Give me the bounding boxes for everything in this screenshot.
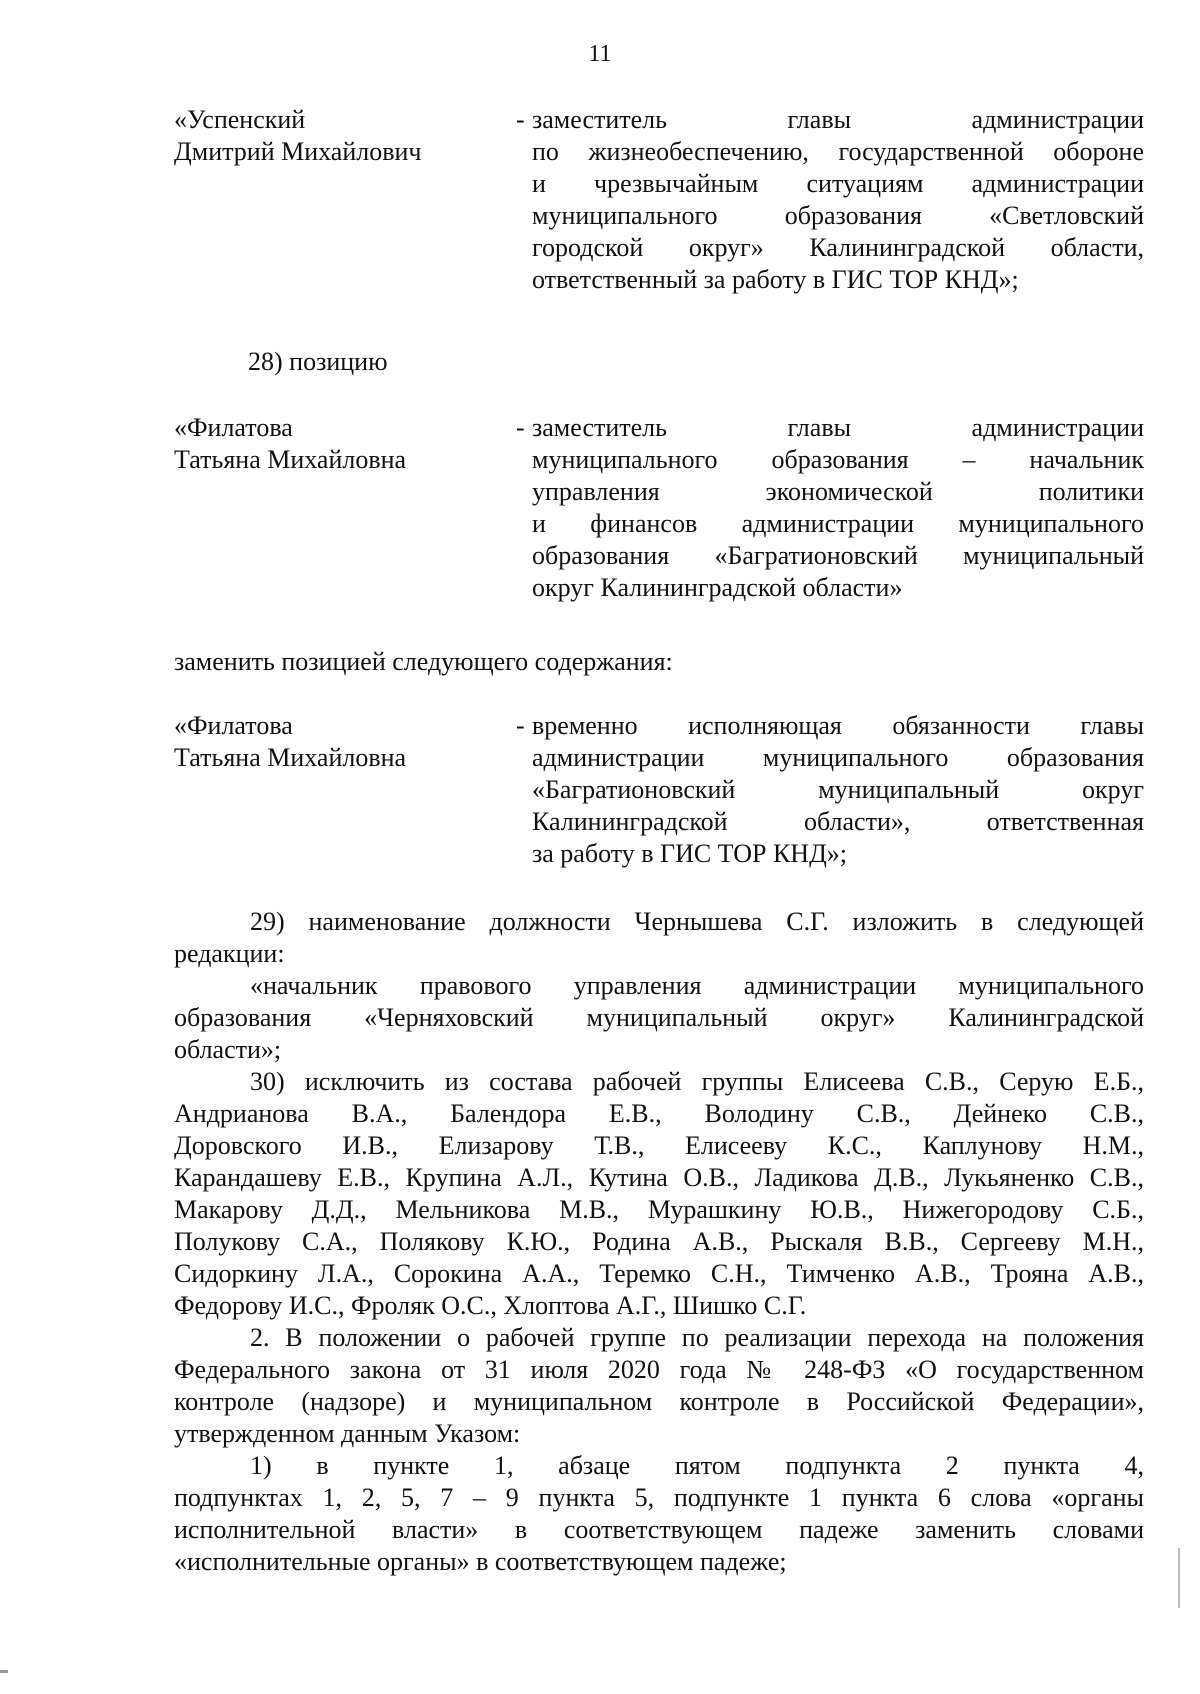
description-line: администрации муниципального образования: [532, 743, 1144, 772]
description-line: и финансов администрации муниципального: [532, 509, 1144, 538]
entry-description: [532, 104, 1144, 296]
paragraph-line: 29) наименование должности Чернышева С.Г. изложить в следующей: [250, 907, 1144, 936]
paragraph-line: «начальник правового управления администрации муниципального: [250, 971, 1144, 1000]
paragraph-line: 1) в пункте 1, абзаце пятом подпункта 2 пункта 4,: [250, 1451, 1144, 1480]
paragraph-line: «исполнительные органы» в соответствующем падеже;: [174, 1547, 787, 1576]
entry-name-line: Татьяна Михайловна: [174, 445, 407, 474]
paragraph-line: Полукову С.А., Полякову К.Ю., Родина А.В., Рыскаля В.В., Сергееву М.Н.,: [174, 1227, 1144, 1256]
entry-name-line: «Успенский: [174, 105, 306, 134]
paragraph-line: Доровского И.В., Елизарову Т.В., Елисееву К.С., Каплунову Н.М.,: [174, 1131, 1144, 1160]
paragraph-29-quote: [174, 970, 1144, 1066]
paragraph-line: 2. В положении о рабочей группе по реализации перехода на положения: [250, 1323, 1144, 1352]
paragraph-2-1: [174, 1450, 1144, 1578]
description-line: по жизнеобеспечению, государственной обороне: [532, 137, 1144, 166]
description-line: муниципального образования – начальник: [532, 445, 1144, 474]
paragraph-line: области»;: [174, 1035, 282, 1064]
entry-name-line: «Филатова: [174, 711, 293, 740]
paragraph-2: [174, 1322, 1144, 1450]
description-line: «Багратионовский муниципальный округ: [532, 775, 1144, 804]
paragraph-line: Федорову И.С., Фроляк О.С., Хлоптова А.Г., Шишко С.Г.: [174, 1291, 807, 1320]
paragraph-29: [174, 906, 1144, 970]
scan-mark: [0, 1670, 8, 1673]
paragraph-line: Макарову Д.Д., Мельникова М.В., Мурашкину Ю.В., Нижегородову С.Б.,: [174, 1195, 1144, 1224]
entry-description: [532, 412, 1144, 604]
entry-name: [174, 104, 504, 168]
paragraph-line: Федерального закона от 31 июля 2020 года № 248-ФЗ «О государственном: [174, 1355, 1144, 1384]
description-line: ответственный за работу в ГИС ТОР КНД»;: [532, 265, 1019, 294]
description-line: заместитель главы администрации: [532, 105, 1144, 134]
description-line: муниципального образования «Светловский: [532, 201, 1144, 230]
description-line: образования «Багратионовский муниципальный: [532, 541, 1144, 570]
paragraph-line: Андрианова В.А., Балендора Е.В., Володину С.В., Дейнеко С.В.,: [174, 1099, 1144, 1128]
entry-name: [174, 412, 504, 476]
entry-name-line: «Филатова: [174, 413, 293, 442]
paragraph-line: Карандашеву Е.В., Крупина А.Л., Кутина О.В., Ладикова Д.В., Лукьяненко С.В.,: [174, 1163, 1144, 1192]
entry-name-line: Дмитрий Михайлович: [174, 137, 422, 166]
entry-dash: -: [516, 711, 525, 740]
replace-instruction: заменить позицией следующего содержания:: [174, 647, 673, 676]
paragraph-line: 30) исключить из состава рабочей группы Елисеева С.В., Серую Е.Б.,: [250, 1067, 1144, 1096]
paragraph-line: контроле (надзоре) и муниципальном контроле в Российской Федерации»,: [174, 1387, 1144, 1416]
description-line: заместитель главы администрации: [532, 413, 1144, 442]
paragraph-line: исполнительной власти» в соответствующем падеже заменить словами: [174, 1515, 1144, 1544]
description-line: округ Калининградской области»: [532, 573, 903, 602]
description-line: за работу в ГИС ТОР КНД»;: [532, 839, 848, 868]
description-line: управления экономической политики: [532, 477, 1144, 506]
entry-dash: -: [516, 105, 525, 134]
paragraph-line: утвержденном данным Указом:: [174, 1419, 521, 1448]
description-line: временно исполняющая обязанности главы: [532, 711, 1144, 740]
entry-name-line: Татьяна Михайловна: [174, 743, 407, 772]
description-line: Калининградской области», ответственная: [532, 807, 1144, 836]
item-28-heading: 28) позицию: [248, 347, 388, 376]
entry-description: [532, 710, 1144, 870]
paragraph-line: образования «Черняховский муниципальный округ» Калининградской: [174, 1003, 1144, 1032]
entry-name: [174, 710, 504, 774]
paragraph-line: Сидоркину Л.А., Сорокина А.А., Теремко С.Н., Тимченко А.В., Трояна А.В.,: [174, 1259, 1144, 1288]
paragraph-line: подпунктах 1, 2, 5, 7 – 9 пункта 5, подпункте 1 пункта 6 слова «органы: [174, 1483, 1144, 1512]
paragraph-30: [174, 1066, 1144, 1322]
description-line: и чрезвычайным ситуациям администрации: [532, 169, 1144, 198]
description-line: городской округ» Калининградской области,: [532, 233, 1144, 262]
paragraph-line: редакции:: [174, 939, 285, 968]
page-number: 11: [588, 41, 612, 67]
scan-mark: [1178, 1548, 1180, 1608]
entry-dash: -: [516, 413, 525, 442]
